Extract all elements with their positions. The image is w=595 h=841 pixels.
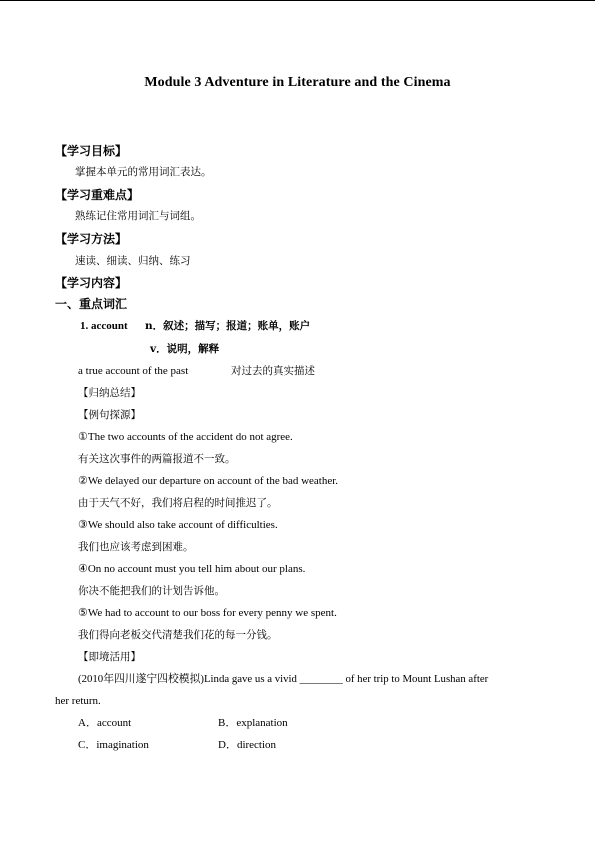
phrase-chinese: 对过去的真实描述 (231, 365, 315, 377)
noun-definition: n．叙述；描写；报道；账单，账户 (145, 320, 311, 332)
example-zh-3: 我们也应该考虑到困难。 (78, 541, 194, 553)
example-zh-4: 你决不能把我们的计划告诉他。 (78, 585, 225, 597)
example-en-3: ③We should also take account of difficulties. (78, 519, 278, 531)
summary-heading: 【归纳总结】 (78, 387, 141, 399)
examples-heading: 【例句探源】 (78, 409, 141, 421)
method-heading: 【学习方法】 (55, 232, 128, 246)
objective-text: 掌握本单元的常用词汇表达。 (75, 166, 212, 178)
option-a: A．account (78, 717, 132, 729)
method-text: 速读、细读、归纳、练习 (75, 255, 191, 267)
content-heading: 【学习内容】 (55, 276, 128, 290)
objective-heading: 【学习目标】 (55, 144, 128, 158)
phrase-english: a true account of the past (78, 365, 189, 377)
option-d: D．direction (218, 739, 277, 751)
example-en-4: ④On no account must you tell him about our plans. (78, 563, 306, 575)
example-zh-2: 由于天气不好，我们将启程的时间推迟了。 (78, 497, 278, 509)
header-rule (0, 0, 595, 1)
practice-question-line2: her return. (55, 695, 101, 707)
option-b: B．explanation (218, 717, 288, 729)
practice-question-line1: (2010年四川遂宁四校模拟)Linda gave us a vivid ________ of her trip to Mount Lushan after (78, 673, 489, 685)
example-zh-5: 我们得向老板交代清楚我们花的每一分钱。 (78, 629, 278, 641)
verb-definition: v．说明，解释 (150, 343, 220, 355)
example-en-1: ①The two accounts of the accident do not agree. (78, 431, 293, 443)
key-points-heading: 【学习重难点】 (55, 188, 140, 202)
example-en-2: ②We delayed our departure on account of the bad weather. (78, 475, 339, 487)
document-title: Module 3 Adventure in Literature and the Cinema (144, 75, 451, 90)
key-points-text: 熟练记住常用词汇与词组。 (75, 210, 201, 222)
example-zh-1: 有关这次事件的两篇报道不一致。 (78, 453, 236, 465)
vocab-heading: 一、重点词汇 (55, 297, 128, 311)
word-entry: 1. account (80, 320, 128, 332)
practice-heading: 【即境活用】 (78, 651, 141, 663)
option-c: C．imagination (78, 739, 149, 751)
example-en-5: ⑤We had to account to our boss for every penny we spent. (78, 607, 337, 619)
